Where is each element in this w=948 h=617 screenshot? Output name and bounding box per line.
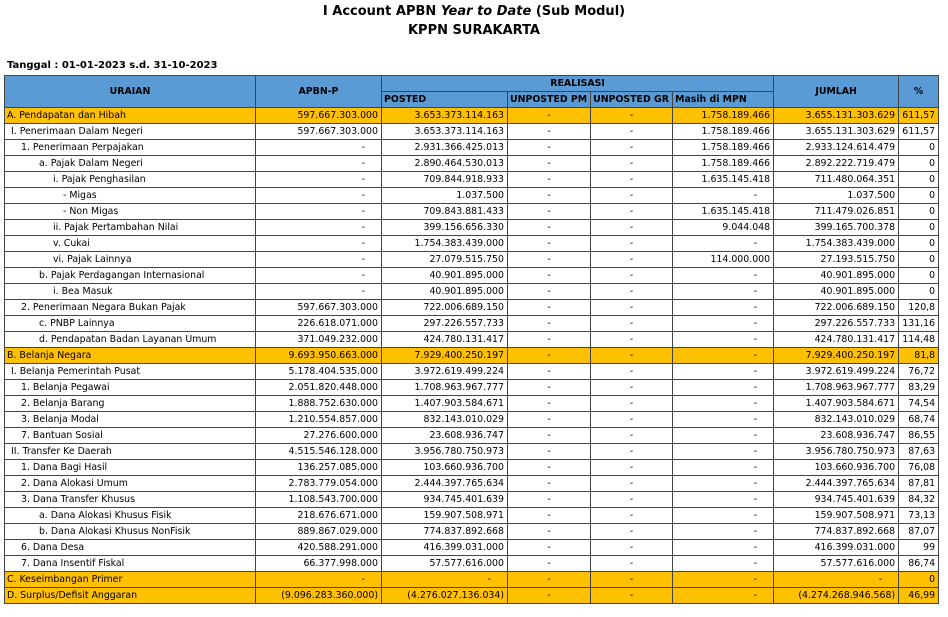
cell-unposted-pm: - xyxy=(508,268,591,284)
table-row xyxy=(5,268,939,284)
cell-apbnp: 597.667.303.000 xyxy=(256,300,382,316)
cell-percent: 0 xyxy=(899,188,939,204)
cell-posted: 103.660.936.700 xyxy=(382,460,508,476)
cell-posted: 2.931.366.425.013 xyxy=(382,140,508,156)
cell-unposted-pm: - xyxy=(508,108,591,124)
row-label: I. Penerimaan Dalam Negeri xyxy=(5,124,256,140)
cell-unposted-pm: - xyxy=(508,444,591,460)
cell-percent: 86,55 xyxy=(899,428,939,444)
cell-jumlah: 3.956.780.750.973 xyxy=(774,444,899,460)
table-row xyxy=(5,524,939,540)
cell-masih-mpn: - xyxy=(673,492,774,508)
cell-unposted-gr: - xyxy=(591,268,673,284)
cell-masih-mpn: - xyxy=(673,316,774,332)
header-masih-mpn: Masih di MPN xyxy=(673,92,774,108)
cell-apbnp: 1.108.543.700.000 xyxy=(256,492,382,508)
cell-unposted-pm: - xyxy=(508,396,591,412)
cell-unposted-gr: - xyxy=(591,444,673,460)
row-label: 2. Dana Alokasi Umum xyxy=(5,476,256,492)
row-label: 7. Bantuan Sosial xyxy=(5,428,256,444)
cell-unposted-pm: - xyxy=(508,380,591,396)
cell-percent: 0 xyxy=(899,172,939,188)
cell-jumlah: 934.745.401.639 xyxy=(774,492,899,508)
cell-percent: 87,63 xyxy=(899,444,939,460)
cell-percent: 0 xyxy=(899,156,939,172)
cell-unposted-pm: - xyxy=(508,460,591,476)
header-posted: POSTED xyxy=(382,92,508,108)
cell-unposted-gr: - xyxy=(591,172,673,188)
cell-unposted-gr: - xyxy=(591,124,673,140)
cell-jumlah: 57.577.616.000 xyxy=(774,556,899,572)
date-range-label: Tanggal : 01-01-2023 s.d. 31-10-2023 xyxy=(7,60,218,71)
cell-posted: 709.843.881.433 xyxy=(382,204,508,220)
cell-unposted-gr: - xyxy=(591,252,673,268)
cell-unposted-gr: - xyxy=(591,540,673,556)
cell-apbnp: 66.377.998.000 xyxy=(256,556,382,572)
cell-posted: 416.399.031.000 xyxy=(382,540,508,556)
cell-unposted-pm: - xyxy=(508,556,591,572)
cell-masih-mpn: - xyxy=(673,380,774,396)
cell-apbnp: 597.667.303.000 xyxy=(256,108,382,124)
cell-apbnp: 27.276.600.000 xyxy=(256,428,382,444)
cell-masih-mpn: - xyxy=(673,332,774,348)
cell-apbnp: - xyxy=(256,204,382,220)
cell-apbnp: 9.693.950.663.000 xyxy=(256,348,382,364)
cell-unposted-gr: - xyxy=(591,300,673,316)
cell-posted: 399.156.656.330 xyxy=(382,220,508,236)
cell-jumlah: 1.754.383.439.000 xyxy=(774,236,899,252)
cell-apbnp: 218.676.671.000 xyxy=(256,508,382,524)
cell-apbnp: - xyxy=(256,236,382,252)
table-row xyxy=(5,204,939,220)
cell-jumlah: 2.933.124.614.479 xyxy=(774,140,899,156)
cell-unposted-gr: - xyxy=(591,140,673,156)
cell-jumlah: 3.655.131.303.629 xyxy=(774,108,899,124)
cell-percent: 0 xyxy=(899,204,939,220)
cell-jumlah: 40.901.895.000 xyxy=(774,284,899,300)
row-label: - Migas xyxy=(5,188,256,204)
cell-percent: 76,08 xyxy=(899,460,939,476)
cell-apbnp: - xyxy=(256,188,382,204)
cell-jumlah: 1.407.903.584.671 xyxy=(774,396,899,412)
cell-apbnp: - xyxy=(256,268,382,284)
table-row xyxy=(5,220,939,236)
cell-posted: 709.844.918.933 xyxy=(382,172,508,188)
row-label: i. Pajak Penghasilan xyxy=(5,172,256,188)
table-row xyxy=(5,508,939,524)
cell-apbnp: 1.888.752.630.000 xyxy=(256,396,382,412)
cell-posted: 722.006.689.150 xyxy=(382,300,508,316)
header-unposted-gr: UNPOSTED GR xyxy=(591,92,673,108)
apbn-table xyxy=(4,75,939,604)
cell-unposted-pm: - xyxy=(508,428,591,444)
cell-percent: 76,72 xyxy=(899,364,939,380)
cell-jumlah: 23.608.936.747 xyxy=(774,428,899,444)
header-apbnp: APBN-P xyxy=(256,76,382,108)
cell-posted: 23.608.936.747 xyxy=(382,428,508,444)
cell-percent: 0 xyxy=(899,572,939,588)
table-row xyxy=(5,460,939,476)
cell-posted: (4.276.027.136.034) xyxy=(382,588,508,604)
cell-masih-mpn: - xyxy=(673,460,774,476)
cell-jumlah: 40.901.895.000 xyxy=(774,268,899,284)
table-row xyxy=(5,108,939,124)
cell-posted: 774.837.892.668 xyxy=(382,524,508,540)
cell-unposted-gr: - xyxy=(591,396,673,412)
cell-unposted-gr: - xyxy=(591,572,673,588)
cell-unposted-gr: - xyxy=(591,204,673,220)
row-label: 2. Belanja Barang xyxy=(5,396,256,412)
cell-unposted-gr: - xyxy=(591,156,673,172)
row-label: B. Belanja Negara xyxy=(5,348,256,364)
cell-unposted-gr: - xyxy=(591,380,673,396)
cell-unposted-gr: - xyxy=(591,508,673,524)
cell-unposted-pm: - xyxy=(508,492,591,508)
header-jumlah: JUMLAH xyxy=(774,76,899,108)
table-row xyxy=(5,588,939,604)
cell-masih-mpn: - xyxy=(673,364,774,380)
row-label: ii. Pajak Pertambahan Nilai xyxy=(5,220,256,236)
row-label: i. Bea Masuk xyxy=(5,284,256,300)
cell-jumlah: 3.655.131.303.629 xyxy=(774,124,899,140)
cell-unposted-gr: - xyxy=(591,364,673,380)
cell-unposted-pm: - xyxy=(508,348,591,364)
table-row xyxy=(5,412,939,428)
cell-masih-mpn: - xyxy=(673,300,774,316)
header-percent: % xyxy=(899,76,939,108)
cell-apbnp: 226.618.071.000 xyxy=(256,316,382,332)
cell-apbnp: 2.051.820.448.000 xyxy=(256,380,382,396)
cell-masih-mpn: 1.758.189.466 xyxy=(673,108,774,124)
cell-posted: 3.653.373.114.163 xyxy=(382,124,508,140)
table-row xyxy=(5,572,939,588)
cell-unposted-pm: - xyxy=(508,540,591,556)
cell-percent: 86,74 xyxy=(899,556,939,572)
cell-jumlah: 1.708.963.967.777 xyxy=(774,380,899,396)
cell-apbnp: 2.783.779.054.000 xyxy=(256,476,382,492)
header-realisasi: REALISASI xyxy=(382,76,774,92)
cell-unposted-gr: - xyxy=(591,428,673,444)
cell-unposted-pm: - xyxy=(508,284,591,300)
cell-percent: 114,48 xyxy=(899,332,939,348)
table-row xyxy=(5,396,939,412)
table-row xyxy=(5,316,939,332)
cell-unposted-pm: - xyxy=(508,220,591,236)
cell-percent: 131,16 xyxy=(899,316,939,332)
table-row xyxy=(5,300,939,316)
cell-unposted-pm: - xyxy=(508,140,591,156)
cell-masih-mpn: - xyxy=(673,572,774,588)
row-label: 7. Dana Insentif Fiskal xyxy=(5,556,256,572)
cell-apbnp: (9.096.283.360.000) xyxy=(256,588,382,604)
table-row xyxy=(5,188,939,204)
cell-posted: - xyxy=(382,572,508,588)
cell-unposted-gr: - xyxy=(591,412,673,428)
row-label: 3. Dana Transfer Khusus xyxy=(5,492,256,508)
cell-unposted-pm: - xyxy=(508,172,591,188)
cell-masih-mpn: - xyxy=(673,428,774,444)
cell-percent: 611,57 xyxy=(899,124,939,140)
row-label: b. Pajak Perdagangan Internasional xyxy=(5,268,256,284)
row-label: 3. Belanja Modal xyxy=(5,412,256,428)
cell-posted: 3.956.780.750.973 xyxy=(382,444,508,460)
cell-apbnp: 1.210.554.857.000 xyxy=(256,412,382,428)
cell-masih-mpn: - xyxy=(673,476,774,492)
cell-unposted-pm: - xyxy=(508,476,591,492)
cell-masih-mpn: 1.635.145.418 xyxy=(673,204,774,220)
cell-jumlah: 399.165.700.378 xyxy=(774,220,899,236)
table-row xyxy=(5,380,939,396)
cell-masih-mpn: - xyxy=(673,268,774,284)
cell-apbnp: - xyxy=(256,140,382,156)
cell-masih-mpn: - xyxy=(673,284,774,300)
cell-posted: 2.890.464.530.013 xyxy=(382,156,508,172)
row-label: 1. Penerimaan Perpajakan xyxy=(5,140,256,156)
table-row xyxy=(5,332,939,348)
cell-posted: 832.143.010.029 xyxy=(382,412,508,428)
cell-posted: 40.901.895.000 xyxy=(382,284,508,300)
report-title: I Account APBN Year to Date (Sub Modul) xyxy=(322,4,626,19)
cell-unposted-pm: - xyxy=(508,572,591,588)
cell-jumlah: 159.907.508.971 xyxy=(774,508,899,524)
cell-masih-mpn: 1.635.145.418 xyxy=(673,172,774,188)
cell-jumlah: 2.892.222.719.479 xyxy=(774,156,899,172)
cell-percent: 87,81 xyxy=(899,476,939,492)
cell-unposted-gr: - xyxy=(591,284,673,300)
row-label: D. Surplus/Defisit Anggaran xyxy=(5,588,256,604)
row-label: A. Pendapatan dan Hibah xyxy=(5,108,256,124)
cell-unposted-gr: - xyxy=(591,588,673,604)
table-row xyxy=(5,252,939,268)
cell-posted: 934.745.401.639 xyxy=(382,492,508,508)
table-row xyxy=(5,476,939,492)
cell-percent: 0 xyxy=(899,236,939,252)
cell-posted: 1.754.383.439.000 xyxy=(382,236,508,252)
table-row xyxy=(5,156,939,172)
cell-jumlah: 103.660.936.700 xyxy=(774,460,899,476)
row-label: v. Cukai xyxy=(5,236,256,252)
cell-unposted-pm: - xyxy=(508,124,591,140)
table-row xyxy=(5,348,939,364)
cell-unposted-pm: - xyxy=(508,364,591,380)
header-uraian: URAIAN xyxy=(5,76,256,108)
row-label: II. Transfer Ke Daerah xyxy=(5,444,256,460)
cell-jumlah: 3.972.619.499.224 xyxy=(774,364,899,380)
cell-masih-mpn: 1.758.189.466 xyxy=(673,124,774,140)
row-label: d. Pendapatan Badan Layanan Umum xyxy=(5,332,256,348)
cell-masih-mpn: - xyxy=(673,444,774,460)
cell-percent: 46,99 xyxy=(899,588,939,604)
cell-apbnp: - xyxy=(256,220,382,236)
cell-unposted-pm: - xyxy=(508,588,591,604)
cell-masih-mpn: - xyxy=(673,588,774,604)
cell-jumlah: 711.480.064.351 xyxy=(774,172,899,188)
row-label: 6. Dana Desa xyxy=(5,540,256,556)
cell-percent: 0 xyxy=(899,268,939,284)
row-label: 1. Dana Bagi Hasil xyxy=(5,460,256,476)
cell-posted: 27.079.515.750 xyxy=(382,252,508,268)
cell-posted: 57.577.616.000 xyxy=(382,556,508,572)
cell-unposted-pm: - xyxy=(508,236,591,252)
cell-unposted-pm: - xyxy=(508,156,591,172)
table-row xyxy=(5,556,939,572)
cell-jumlah: (4.274.268.946.568) xyxy=(774,588,899,604)
header-unposted-pm: UNPOSTED PM xyxy=(508,92,591,108)
cell-masih-mpn: - xyxy=(673,540,774,556)
cell-unposted-gr: - xyxy=(591,316,673,332)
cell-apbnp: 597.667.303.000 xyxy=(256,124,382,140)
table-row xyxy=(5,284,939,300)
cell-percent: 87,07 xyxy=(899,524,939,540)
cell-unposted-gr: - xyxy=(591,556,673,572)
cell-unposted-pm: - xyxy=(508,412,591,428)
cell-posted: 2.444.397.765.634 xyxy=(382,476,508,492)
cell-unposted-gr: - xyxy=(591,476,673,492)
cell-masih-mpn: 9.044.048 xyxy=(673,220,774,236)
cell-masih-mpn: - xyxy=(673,188,774,204)
cell-masih-mpn: 1.758.189.466 xyxy=(673,140,774,156)
table-row xyxy=(5,428,939,444)
row-label: c. PNBP Lainnya xyxy=(5,316,256,332)
cell-apbnp: - xyxy=(256,284,382,300)
cell-apbnp: 889.867.029.000 xyxy=(256,524,382,540)
cell-unposted-pm: - xyxy=(508,524,591,540)
row-label: 2. Penerimaan Negara Bukan Pajak xyxy=(5,300,256,316)
cell-percent: 84,32 xyxy=(899,492,939,508)
cell-apbnp: 371.049.232.000 xyxy=(256,332,382,348)
cell-masih-mpn: - xyxy=(673,524,774,540)
cell-masih-mpn: - xyxy=(673,348,774,364)
cell-posted: 40.901.895.000 xyxy=(382,268,508,284)
table-row xyxy=(5,236,939,252)
row-label: 1. Belanja Pegawai xyxy=(5,380,256,396)
cell-unposted-gr: - xyxy=(591,188,673,204)
table-row xyxy=(5,140,939,156)
cell-percent: 120,8 xyxy=(899,300,939,316)
cell-apbnp: - xyxy=(256,572,382,588)
cell-posted: 3.653.373.114.163 xyxy=(382,108,508,124)
cell-apbnp: - xyxy=(256,252,382,268)
table-row xyxy=(5,444,939,460)
cell-apbnp: 136.257.085.000 xyxy=(256,460,382,476)
cell-percent: 0 xyxy=(899,252,939,268)
cell-masih-mpn: 1.758.189.466 xyxy=(673,156,774,172)
cell-posted: 3.972.619.499.224 xyxy=(382,364,508,380)
row-label: b. Dana Alokasi Khusus NonFisik xyxy=(5,524,256,540)
row-label: - Non Migas xyxy=(5,204,256,220)
cell-jumlah: 774.837.892.668 xyxy=(774,524,899,540)
cell-unposted-pm: - xyxy=(508,332,591,348)
cell-posted: 424.780.131.417 xyxy=(382,332,508,348)
cell-unposted-gr: - xyxy=(591,108,673,124)
cell-jumlah: 424.780.131.417 xyxy=(774,332,899,348)
cell-unposted-gr: - xyxy=(591,348,673,364)
cell-apbnp: - xyxy=(256,156,382,172)
cell-unposted-pm: - xyxy=(508,316,591,332)
cell-unposted-pm: - xyxy=(508,508,591,524)
cell-percent: 99 xyxy=(899,540,939,556)
cell-masih-mpn: - xyxy=(673,412,774,428)
cell-jumlah: 1.037.500 xyxy=(774,188,899,204)
report-subtitle: KPPN SURAKARTA xyxy=(407,23,540,38)
cell-posted: 297.226.557.733 xyxy=(382,316,508,332)
table-row xyxy=(5,540,939,556)
cell-masih-mpn: - xyxy=(673,396,774,412)
cell-unposted-pm: - xyxy=(508,252,591,268)
cell-percent: 68,74 xyxy=(899,412,939,428)
cell-masih-mpn: - xyxy=(673,508,774,524)
cell-percent: 0 xyxy=(899,140,939,156)
cell-posted: 1.708.963.967.777 xyxy=(382,380,508,396)
cell-apbnp: 420.588.291.000 xyxy=(256,540,382,556)
cell-jumlah: - xyxy=(774,572,899,588)
row-label: C. Keseimbangan Primer xyxy=(5,572,256,588)
cell-jumlah: 7.929.400.250.197 xyxy=(774,348,899,364)
cell-posted: 1.037.500 xyxy=(382,188,508,204)
cell-unposted-gr: - xyxy=(591,220,673,236)
cell-percent: 81,8 xyxy=(899,348,939,364)
table-row xyxy=(5,172,939,188)
cell-percent: 73,13 xyxy=(899,508,939,524)
cell-percent: 0 xyxy=(899,284,939,300)
cell-unposted-gr: - xyxy=(591,332,673,348)
row-label: I. Belanja Pemerintah Pusat xyxy=(5,364,256,380)
table-row xyxy=(5,124,939,140)
row-label: vi. Pajak Lainnya xyxy=(5,252,256,268)
cell-percent: 83,29 xyxy=(899,380,939,396)
cell-jumlah: 722.006.689.150 xyxy=(774,300,899,316)
cell-apbnp: 5.178.404.535.000 xyxy=(256,364,382,380)
cell-unposted-gr: - xyxy=(591,236,673,252)
cell-unposted-pm: - xyxy=(508,204,591,220)
cell-unposted-gr: - xyxy=(591,492,673,508)
cell-unposted-gr: - xyxy=(591,460,673,476)
cell-posted: 159.907.508.971 xyxy=(382,508,508,524)
cell-jumlah: 27.193.515.750 xyxy=(774,252,899,268)
cell-unposted-pm: - xyxy=(508,300,591,316)
cell-jumlah: 2.444.397.765.634 xyxy=(774,476,899,492)
cell-jumlah: 832.143.010.029 xyxy=(774,412,899,428)
cell-apbnp: - xyxy=(256,172,382,188)
cell-masih-mpn: - xyxy=(673,236,774,252)
cell-unposted-gr: - xyxy=(591,524,673,540)
cell-percent: 611,57 xyxy=(899,108,939,124)
table-body xyxy=(5,108,939,604)
cell-percent: 0 xyxy=(899,220,939,236)
row-label: a. Dana Alokasi Khusus Fisik xyxy=(5,508,256,524)
cell-posted: 7.929.400.250.197 xyxy=(382,348,508,364)
cell-unposted-pm: - xyxy=(508,188,591,204)
cell-masih-mpn: - xyxy=(673,556,774,572)
cell-jumlah: 297.226.557.733 xyxy=(774,316,899,332)
cell-jumlah: 416.399.031.000 xyxy=(774,540,899,556)
cell-jumlah: 711.479.026.851 xyxy=(774,204,899,220)
cell-percent: 74,54 xyxy=(899,396,939,412)
table-row xyxy=(5,492,939,508)
cell-apbnp: 4.515.546.128.000 xyxy=(256,444,382,460)
table-row xyxy=(5,364,939,380)
cell-posted: 1.407.903.584.671 xyxy=(382,396,508,412)
row-label: a. Pajak Dalam Negeri xyxy=(5,156,256,172)
cell-masih-mpn: 114.000.000 xyxy=(673,252,774,268)
